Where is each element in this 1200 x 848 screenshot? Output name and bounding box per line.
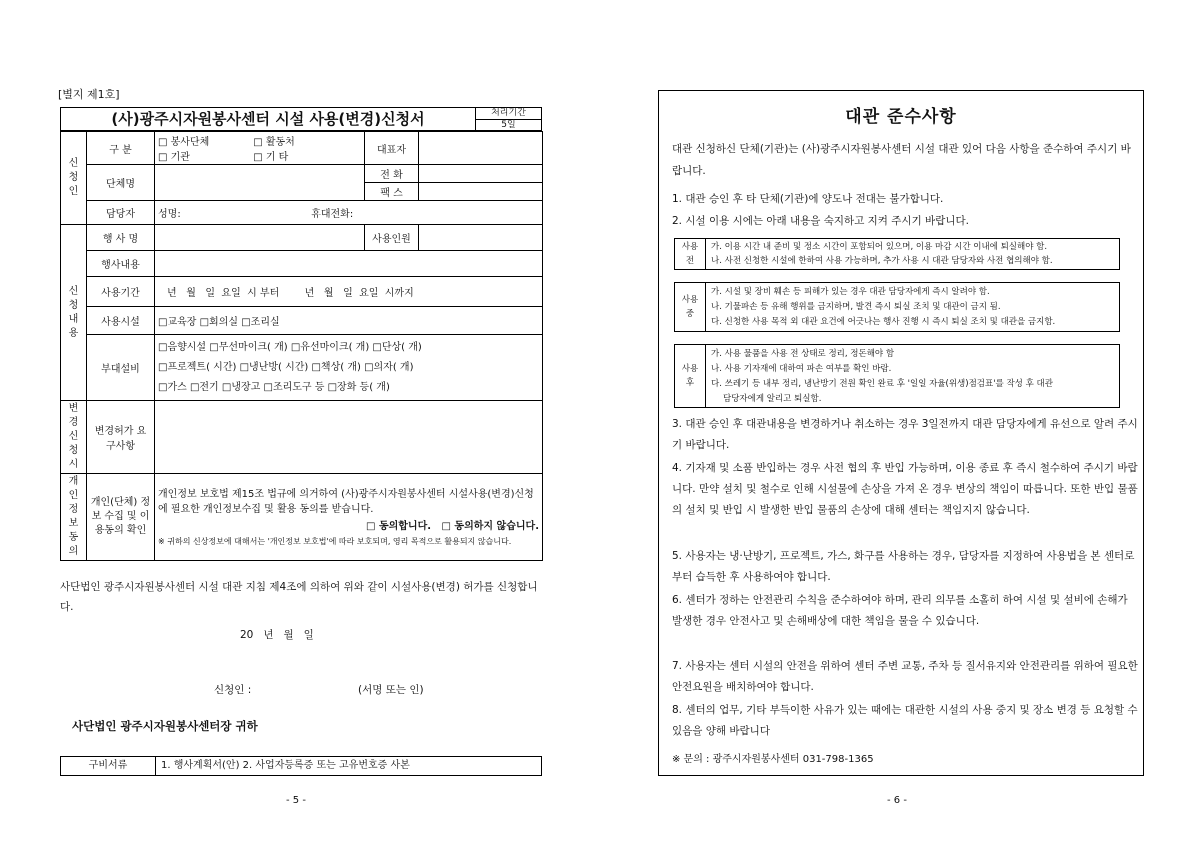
- equipment-line-2[interactable]: □프로젝트( 시간) □냉난방( 시간) □책상( 개) □의자( 개): [158, 361, 414, 373]
- event-content-field[interactable]: [155, 251, 543, 277]
- signature-note: (서명 또는 인): [358, 684, 424, 696]
- manager-label: 담당자: [87, 201, 155, 225]
- event-content-label: 행사내용: [87, 251, 155, 277]
- facility-label: 사용시설: [87, 307, 155, 335]
- period-field[interactable]: 년 월 일 요일 시 부터 년 월 일 요일 시까지: [155, 277, 543, 307]
- before-use-box: [674, 238, 1120, 270]
- applicant-section-label: 신 청 인: [61, 132, 87, 225]
- phone-field[interactable]: [419, 165, 543, 183]
- page-number-left: - 5 -: [286, 795, 306, 806]
- content-section-label: 신 청 내 용: [61, 225, 87, 401]
- rule-8: 8. 센터의 업무, 기타 부득이한 사유가 있는 때에는 대관한 시설의 사용 중지 및 장소 변경 등 요청할 수 있음을 양해 바랍니다: [672, 704, 1138, 737]
- representative-field[interactable]: [419, 132, 543, 165]
- privacy-section-label: 개 인 정 보 동 의: [61, 474, 87, 561]
- rules-intro: 대관 신청하신 단체(기관)는 (사)광주시자원봉사센터 시설 대관 있어 다음 사항을 준수하여 주시기 바랍니다.: [672, 143, 1131, 177]
- after-use-box: [674, 344, 1120, 408]
- before-use-item: 가. 이용 시간 내 준비 및 정소 시간이 포함되어 있으며, 이용 마감 시간 이내에 퇴실해야 함.: [711, 242, 1048, 252]
- processing-period-box: [476, 107, 542, 131]
- participants-label: 사용인원: [365, 225, 419, 251]
- rules-title: 대관 준수사항: [845, 107, 957, 127]
- rule-6: 6. 센터가 정하는 안전관리 수칙을 준수하여야 하며, 관리 의무를 소홀히 하여 시설 및 설비에 손해가 발생한 경우 안전사고 및 손해배상에 대한 책임을 물을 수 있습니다.: [672, 594, 1128, 627]
- checkbox-other[interactable]: □ 기 타: [253, 152, 289, 163]
- facility-options[interactable]: □교육장 □회의실 □조리실: [155, 307, 543, 335]
- application-date: 20 년 월 일: [240, 629, 314, 641]
- rule-7: 7. 사용자는 센터 시설의 안전을 위하여 센터 주변 교통, 주차 등 질서유지와 안전관리를 위하여 필요한 안전요원을 배치하여야 합니다.: [672, 660, 1138, 693]
- rule-2: 2. 시설 이용 시에는 아래 내용을 숙지하고 지켜 주시기 바랍니다.: [672, 215, 969, 227]
- change-request-field[interactable]: [155, 401, 543, 474]
- rule-3: 3. 대관 승인 후 대관내용을 변경하거나 취소하는 경우 3일전까지 대관 담당자에게 유선으로 알려 주시기 바랍니다.: [672, 418, 1138, 451]
- rule-1: 1. 대관 승인 후 타 단체(기관)에 양도나 전대는 불가합니다.: [672, 193, 944, 205]
- division-options: [155, 132, 365, 165]
- privacy-note: ※ 귀하의 신상정보에 대해서는 '개인정보 보호법'에 따라 보호되며, 영리 목적으로 활용되지 않습니다.: [158, 537, 512, 546]
- checkbox-activity-site[interactable]: □ 활동처: [253, 137, 295, 148]
- rule-4: 4. 기자재 및 소품 반입하는 경우 사전 협의 후 반입 가능하며, 이용 종료 후 즉시 철수하여 주시기 바랍니다. 만약 설치 및 철수로 인해 시설물에 손상을 가져 온 경우 변상의 책임이 따릅니다. 또한 반입 물품의 설치 및 반입 시 발생한 반입 물품의 손상에 대해 센터는 책임지지 않습니다.: [672, 462, 1138, 516]
- equipment-line-1[interactable]: □음향시설 □무선마이크( 개) □유선마이크( 개) □단상( 개): [158, 341, 422, 353]
- fax-field[interactable]: [419, 183, 543, 201]
- agree-checkbox[interactable]: □ 동의합니다.: [366, 521, 432, 532]
- application-form-table: [60, 131, 543, 561]
- change-request-label: 변경허가 요구사항: [87, 401, 155, 474]
- privacy-consent-label: 개인(단체) 정보 수집 및 이용동의 확인: [87, 474, 155, 561]
- processing-period-value: 5일: [501, 120, 516, 130]
- contact-info: ※ 문의 : 광주시자원봉사센터 031-798-1365: [672, 754, 874, 765]
- before-use-item: 나. 사전 신청한 시설에 한하여 사용 가능하며, 추가 사용 시 대관 담당자와 사전 협의해야 함.: [711, 256, 1053, 266]
- required-documents-value: 1. 행사계획서(안) 2. 사업자등록증 또는 고유번호증 사본: [161, 760, 410, 771]
- before-use-label: 사용 전: [675, 239, 706, 269]
- checkbox-volunteer-group[interactable]: □ 봉사단체: [158, 137, 210, 148]
- during-use-item: 가. 시설 및 장비 훼손 등 피해가 있는 경우 대관 담당자에게 즉시 알려야 함.: [711, 287, 990, 297]
- phone-label: 전 화: [365, 165, 419, 183]
- during-use-item: 다. 신청한 사용 목적 외 대관 요건에 어긋나는 행사 진행 시 즉시 퇴실 조치 및 대관을 금지함.: [711, 317, 1056, 327]
- equipment-label: 부대설비: [87, 335, 155, 401]
- during-use-label: 사용 중: [675, 283, 706, 331]
- rule-5: 5. 사용자는 냉·난방기, 프로젝트, 가스, 화구를 사용하는 경우, 담당자를 지정하여 사용법을 본 센터로부터 습득한 후 사용하여야 합니다.: [672, 550, 1135, 583]
- after-use-item: 가. 사용 물품을 사용 전 상태로 정리, 정돈해야 함: [711, 349, 895, 359]
- after-use-item: 다. 쓰레기 등 내부 정리, 냉난방기 전원 확인 완료 후 '일일 자율(위생)점검표'를 작성 후 대관: [711, 379, 1053, 389]
- during-use-item: 나. 기물파손 등 유해 행위를 금지하며, 발견 즉시 퇴실 조치 및 대관이 금지 됨.: [711, 302, 1001, 312]
- manager-name-label: 성명:: [158, 209, 181, 220]
- form-number-label: [별지 제1호]: [58, 88, 120, 101]
- after-use-item: 담당자에게 알리고 퇴실함.: [723, 394, 822, 404]
- org-name-field[interactable]: [155, 165, 365, 201]
- period-label: 사용기간: [87, 277, 155, 307]
- fax-label: 팩 스: [365, 183, 419, 201]
- addressee: 사단법인 광주시자원봉사센터장 귀하: [72, 719, 258, 733]
- required-documents-row: [60, 756, 542, 776]
- form-title: (사)광주시자원봉사센터 시설 사용(변경)신청서: [60, 107, 476, 131]
- representative-label: 대표자: [365, 132, 419, 165]
- org-name-label: 단체명: [87, 165, 155, 201]
- privacy-consent-text: 개인정보 보호법 제15조 법규에 의거하여 (사)광주시자원봉사센터 시설사용(변경)신청에 필요한 개인정보수집 및 활용 동의를 받습니다.: [158, 489, 534, 515]
- during-use-box: [674, 282, 1120, 332]
- checkbox-institution[interactable]: □ 기관: [158, 152, 190, 163]
- page-number-right: - 6 -: [887, 795, 907, 806]
- manager-mobile-label: 휴대전화:: [311, 209, 354, 220]
- manager-field[interactable]: [155, 201, 543, 225]
- change-section-label: 변 경 신 청 시: [61, 401, 87, 474]
- equipment-line-3[interactable]: □가스 □전기 □냉장고 □조리도구 등 □장화 등( 개): [158, 381, 390, 393]
- division-label: 구 분: [87, 132, 155, 165]
- required-documents-label: 구비서류: [61, 757, 156, 775]
- applicant-signature-label: 신청인 :: [214, 684, 252, 696]
- participants-field[interactable]: [419, 225, 543, 251]
- event-name-label: 행 사 명: [87, 225, 155, 251]
- processing-period-label: 처리기간: [476, 108, 541, 120]
- after-use-label: 사용 후: [675, 345, 706, 407]
- application-declaration: 사단법인 광주시자원봉사센터 시설 대관 지침 제4조에 의하여 위와 같이 시설사용(변경) 허가를 신청합니다.: [60, 581, 538, 613]
- event-name-field[interactable]: [155, 225, 365, 251]
- disagree-checkbox[interactable]: □ 동의하지 않습니다.: [441, 521, 539, 532]
- equipment-options[interactable]: [155, 335, 543, 401]
- after-use-item: 나. 사용 기자재에 대하여 파손 여부를 확인 바람.: [711, 364, 892, 374]
